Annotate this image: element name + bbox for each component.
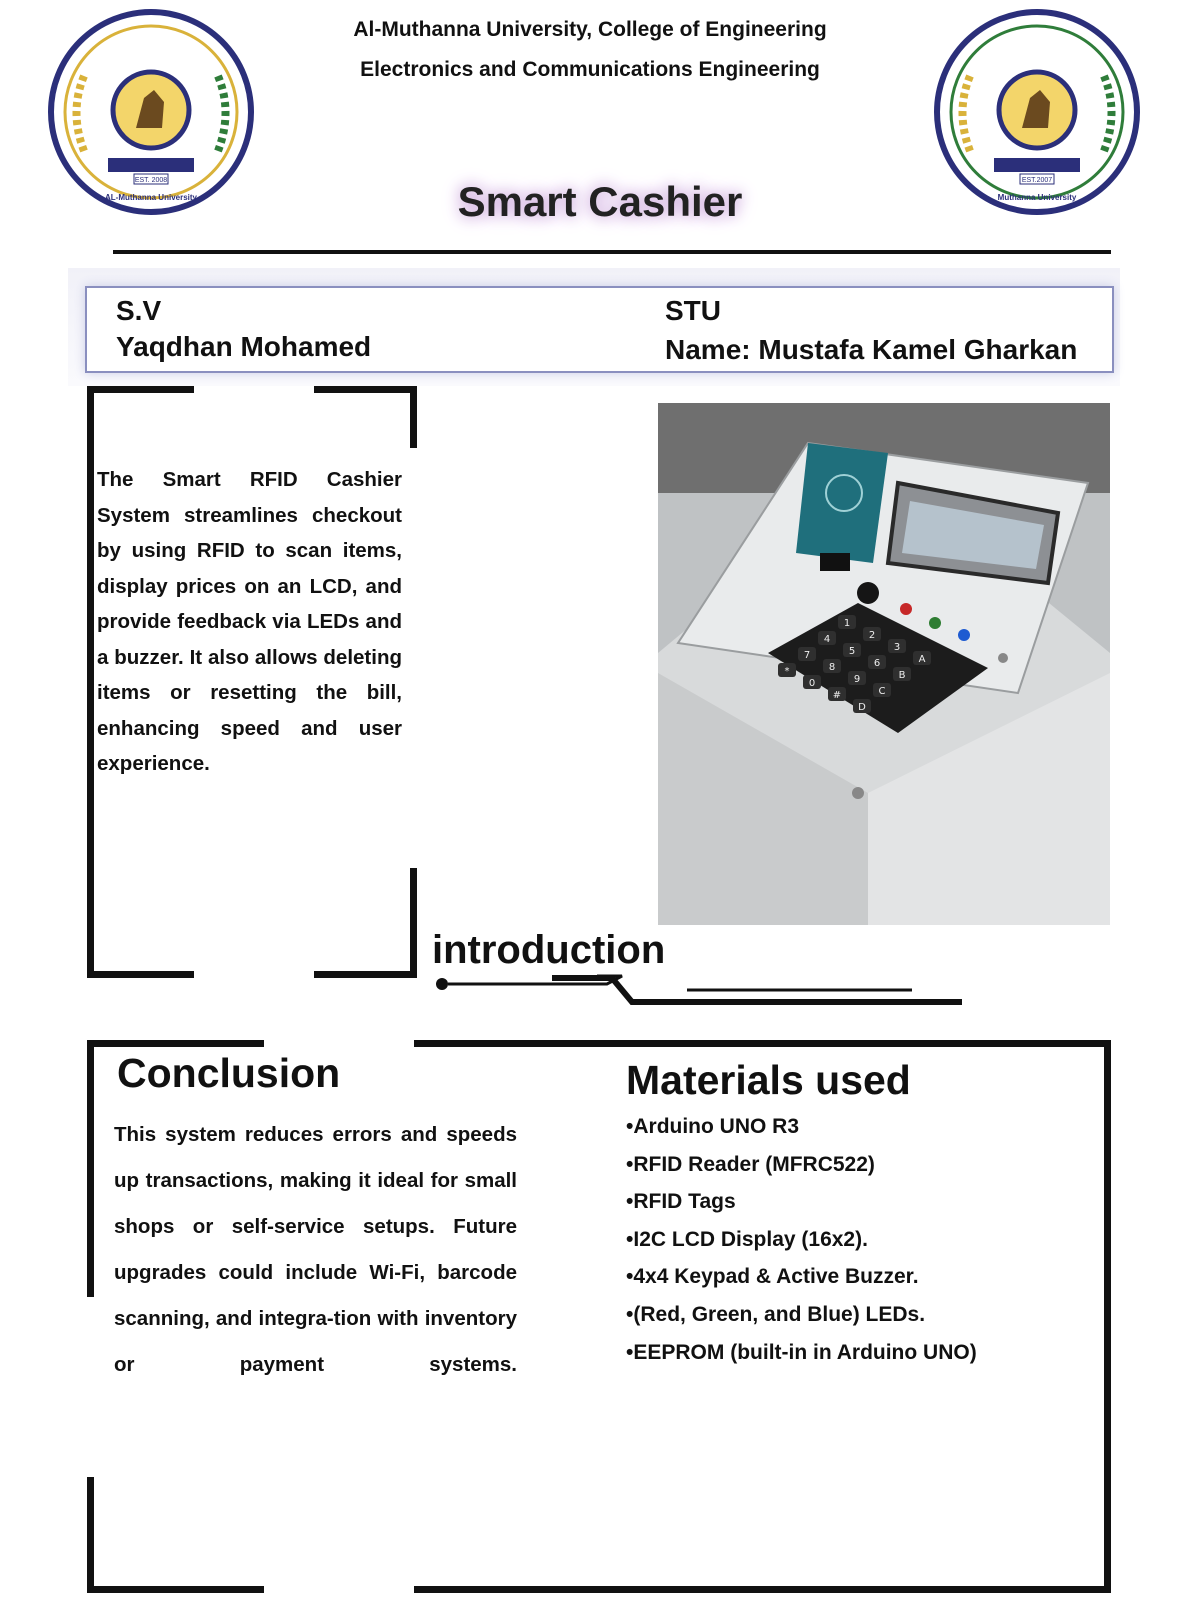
materials-list — [626, 1108, 977, 1371]
university-line: Al-Muthanna University, College of Engineering — [353, 18, 827, 41]
svg-text:0: 0 — [808, 678, 816, 689]
page-title: Smart Cashier — [457, 178, 743, 225]
conclusion-heading: Conclusion — [117, 1050, 341, 1096]
supervisor-label: S.V — [116, 295, 162, 326]
svg-text:3: 3 — [893, 642, 901, 653]
svg-text:2: 2 — [868, 630, 876, 641]
svg-text:9: 9 — [853, 674, 861, 685]
list-item: • EEPROM (built-in in Arduino UNO) — [626, 1334, 977, 1372]
svg-text:4: 4 — [823, 634, 831, 645]
svg-text:8: 8 — [828, 662, 836, 673]
student-name: Name: Mustafa Kamel Gharkan — [665, 334, 1078, 365]
list-item: • RFID Reader (MFRC522) — [626, 1146, 977, 1184]
department-line: Electronics and Communications Engineering — [360, 58, 820, 81]
introduction-heading: introduction — [432, 928, 666, 972]
conclusion-text: This system reduces errors and speeds up transactions, making it ideal for small shops or self-service setups. Future upgrades could include Wi-Fi, barcode scanning, and integra-tion with inventory or payment systems. — [114, 1123, 517, 1376]
svg-text:#: # — [832, 690, 842, 701]
svg-text:1: 1 — [843, 618, 851, 629]
student-label: STU — [665, 295, 721, 326]
list-item: • (Red, Green, and Blue) LEDs. — [626, 1296, 977, 1334]
list-item: • Arduino UNO R3 — [626, 1108, 977, 1146]
svg-text:B: B — [898, 670, 906, 681]
student-block — [665, 293, 1077, 368]
svg-text:C: C — [878, 686, 886, 697]
svg-text:5: 5 — [848, 646, 856, 657]
right-seal-est: EST.2007 — [1021, 177, 1053, 184]
svg-text:*: * — [784, 666, 790, 677]
supervisor-block — [116, 293, 371, 365]
svg-text:7: 7 — [803, 650, 811, 661]
list-item: • 4x4 Keypad & Active Buzzer. — [626, 1258, 977, 1296]
list-item: • I2C LCD Display (16x2). — [626, 1221, 977, 1259]
circuit-decoration-icon — [432, 974, 972, 1026]
right-seal-name: Muthanna University — [997, 193, 1077, 202]
materials-heading: Materials used — [626, 1057, 911, 1103]
intro-text: The Smart RFID Cashier System streamlines checkout by using RFID to scan items, display prices on an LCD, and provide feedback via LEDs and a buzzer. It also allows deleting items or resetting the bill, enhancing speed and user experience. — [97, 468, 402, 775]
title-divider — [113, 250, 1111, 254]
supervisor-name: Yaqdhan Mohamed — [116, 331, 372, 362]
left-seal-est: EST. 2008 — [134, 177, 168, 184]
college-seal-icon — [44, 6, 258, 218]
university-seal-icon — [930, 6, 1144, 218]
svg-text:6: 6 — [873, 658, 881, 669]
svg-text:D: D — [858, 702, 866, 713]
device-photo — [658, 403, 1110, 925]
list-item: • RFID Tags — [626, 1183, 977, 1221]
left-seal-name: AL-Muthanna University — [104, 193, 198, 202]
svg-text:A: A — [918, 654, 926, 665]
